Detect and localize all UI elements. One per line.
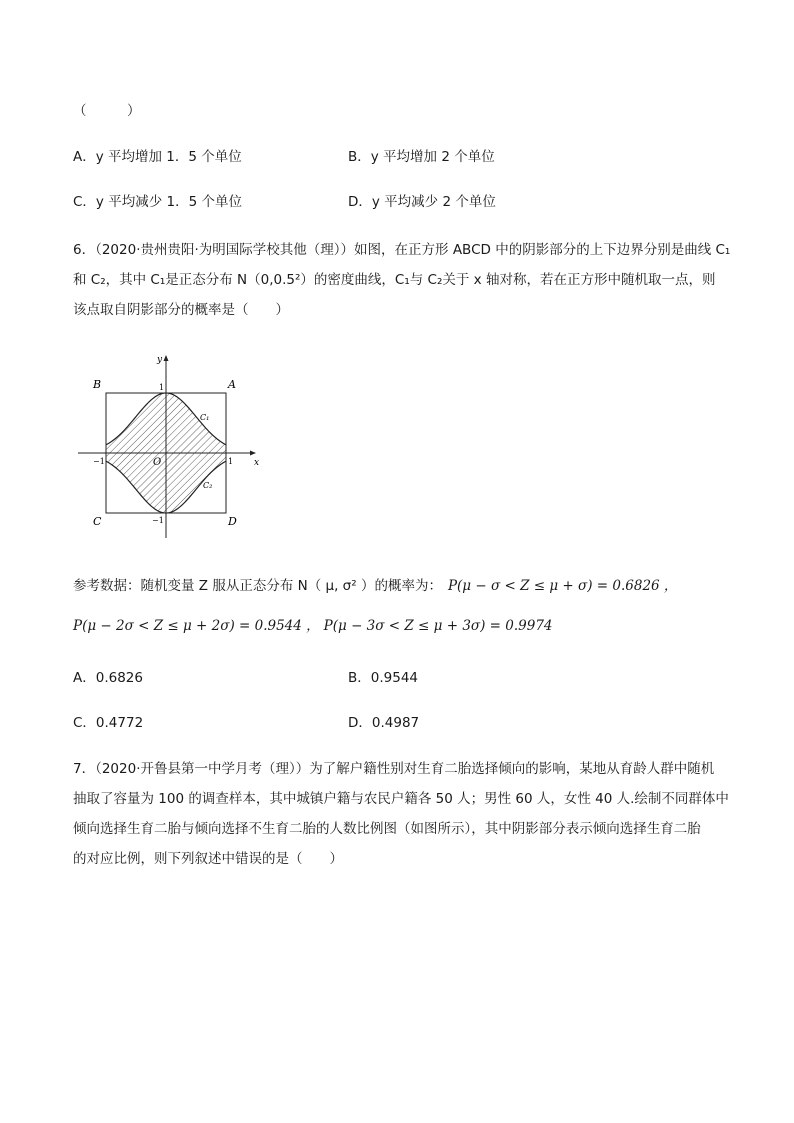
q6-formula-2: P(μ − 2σ < Z ≤ μ + 2σ) = 0.9544 ， [73, 618, 320, 634]
y-axis-arrow [164, 355, 169, 361]
label-x: x [254, 458, 260, 468]
tick-label-top: 1 [159, 383, 165, 392]
q6-reference-line-2 [73, 616, 553, 636]
label-origin: O [153, 457, 162, 468]
label-b: B [93, 378, 102, 391]
q6-stem-line-3: 该点取自阴影部分的概率是（ ） [73, 302, 289, 318]
label-c1: C₁ [200, 413, 210, 422]
q5-option-c: C．y 平均减少 1．5 个单位 [73, 194, 242, 210]
q6-reference-prefix: 参考数据：随机变量 Z 服从正态分布 N（ μ, σ² ）的概率为： [73, 578, 442, 594]
answer-bracket: （ ） [73, 103, 141, 119]
q5-option-b: B．y 平均增加 2 个单位 [348, 149, 495, 165]
q7-stem-line-3: 倾向选择生育二胎与倾向选择不生育二胎的人数比例图（如图所示），其中阴影部分表示倾向选择生育二胎 [73, 821, 701, 837]
q7-stem-line-2: 抽取了容量为 100 的调查样本，其中城镇户籍与农民户籍各 50 人；男性 60 人，女性 40 人.绘制不同群体中 [73, 791, 729, 807]
q6-stem-line-1: 6．（2020·贵州贵阳·为明国际学校其他（理））如图，在正方形 ABCD 中的阴影部分的上下边界分别是曲线 C₁ [73, 242, 731, 258]
q6-option-b: B．0.9544 [348, 670, 418, 686]
label-c2: C₂ [203, 481, 213, 490]
label-d: D [228, 515, 237, 528]
q7-stem-line-1: 7．（2020·开鲁县第一中学月考（理））为了解户籍性别对生育二胎选择倾向的影响，某地从育龄人群中随机 [73, 761, 715, 777]
q5-option-a: A．y 平均增加 1．5 个单位 [73, 149, 242, 165]
q6-option-c: C．0.4772 [73, 715, 144, 731]
q7-stem-line-4: 的对应比例，则下列叙述中错误的是（ ） [73, 851, 343, 867]
label-c: C [93, 515, 102, 528]
q6-option-d: D．0.4987 [348, 715, 420, 731]
tick-label-left: −1 [93, 457, 105, 466]
q6-formula-1: P(μ − σ < Z ≤ μ + σ) = 0.6826 ， [447, 578, 678, 594]
q6-reference-line-1 [73, 576, 677, 596]
q5-option-d: D．y 平均减少 2 个单位 [348, 194, 496, 210]
tick-label-right: 1 [228, 457, 234, 466]
label-y: y [157, 355, 163, 365]
tick-label-bottom: −1 [152, 516, 164, 525]
q6-figure [73, 348, 268, 538]
label-a: A [228, 378, 236, 391]
x-axis-arrow [250, 451, 256, 456]
q6-formula-3: P(μ − 3σ < Z ≤ μ + 3σ) = 0.9974 [323, 618, 553, 634]
q6-stem-line-2: 和 C₂，其中 C₁是正态分布 N（0,0.5²）的密度曲线，C₁与 C₂关于 x 轴对称，若在正方形中随机取一点，则 [73, 272, 716, 288]
q6-option-a: A．0.6826 [73, 670, 143, 686]
